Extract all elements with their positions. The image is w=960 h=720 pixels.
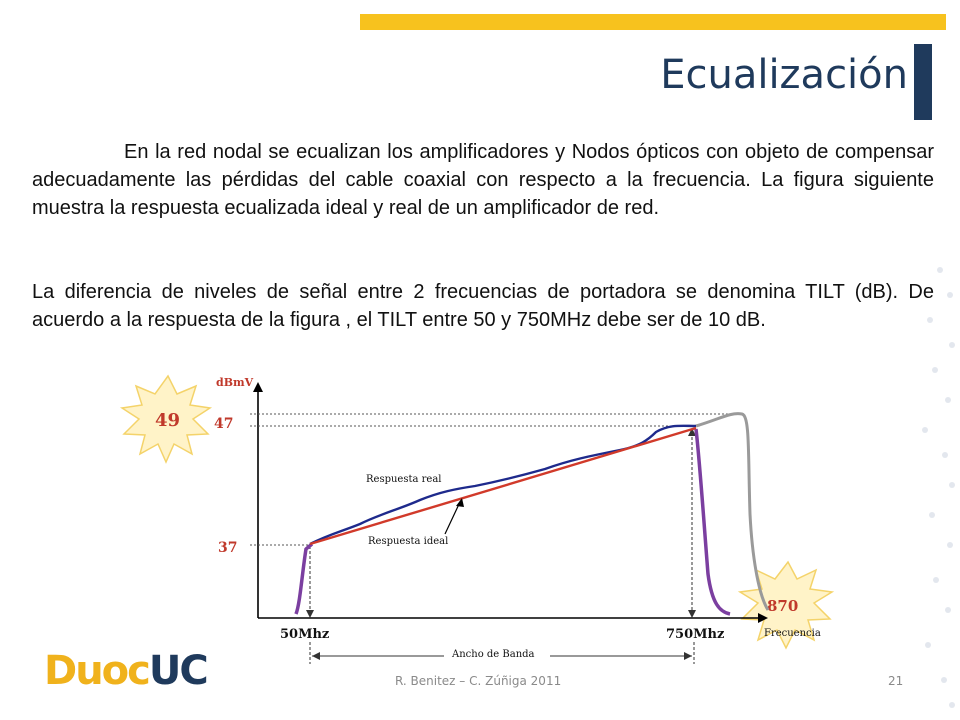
footer-author: R. Benitez – C. Zúñiga 2011 xyxy=(395,674,562,688)
real-response-label: Respuesta real xyxy=(366,474,442,485)
ideal-response-label: Respuesta ideal xyxy=(368,536,449,547)
bandwidth-label: Ancho de Banda xyxy=(452,649,535,660)
bandwidth-arrow-left xyxy=(312,652,320,660)
level-high-label: 47 xyxy=(214,416,234,432)
slide-title: Ecualización xyxy=(660,52,908,98)
freq-high-label: 750Mhz xyxy=(666,627,725,642)
burst-left-label: 49 xyxy=(155,410,181,431)
paragraph-tilt: La diferencia de niveles de señal entre 2 frecuencias de portadora se denomina TILT (dB). De acuerdo a la respuesta de la figura , el TILT entre 50 y 750MHz debe ser de 10 dB. xyxy=(32,281,934,331)
title-accent-mark xyxy=(914,44,932,120)
ideal-label-pointer xyxy=(445,502,460,534)
page-number: 21 xyxy=(888,674,904,688)
burst-right-label: 870 xyxy=(767,597,799,615)
y-unit-label: dBmV xyxy=(216,376,254,389)
level-low-label: 37 xyxy=(218,540,238,556)
y-axis-arrow xyxy=(253,382,263,392)
x-axis-label: Frecuencia xyxy=(764,628,821,639)
paragraph-equalization: En la red nodal se ecualizan los amplificadores y Nodos ópticos con objeto de compensar adecuadamente las pérdidas del cable coaxial con respecto a la frecuencia. La figura siguiente muestra la respuesta ecualizada ideal y real de un amplificador de red. xyxy=(32,141,934,219)
bandwidth-arrow-right xyxy=(684,652,692,660)
logo-text-uc: UC xyxy=(148,648,207,694)
top-accent-bar xyxy=(360,14,946,30)
freq-low-label: 50Mhz xyxy=(280,627,330,642)
low-freq-marker-arrow xyxy=(306,610,314,618)
frequency-response-figure xyxy=(100,374,860,704)
high-freq-marker-arrow-bottom xyxy=(688,610,696,618)
duoc-uc-logo xyxy=(44,648,207,694)
ideal-response-line xyxy=(310,428,696,544)
band-right-edge xyxy=(696,429,730,614)
logo-text-duoc: Duoc xyxy=(44,648,149,694)
rolloff-curve xyxy=(696,414,768,610)
